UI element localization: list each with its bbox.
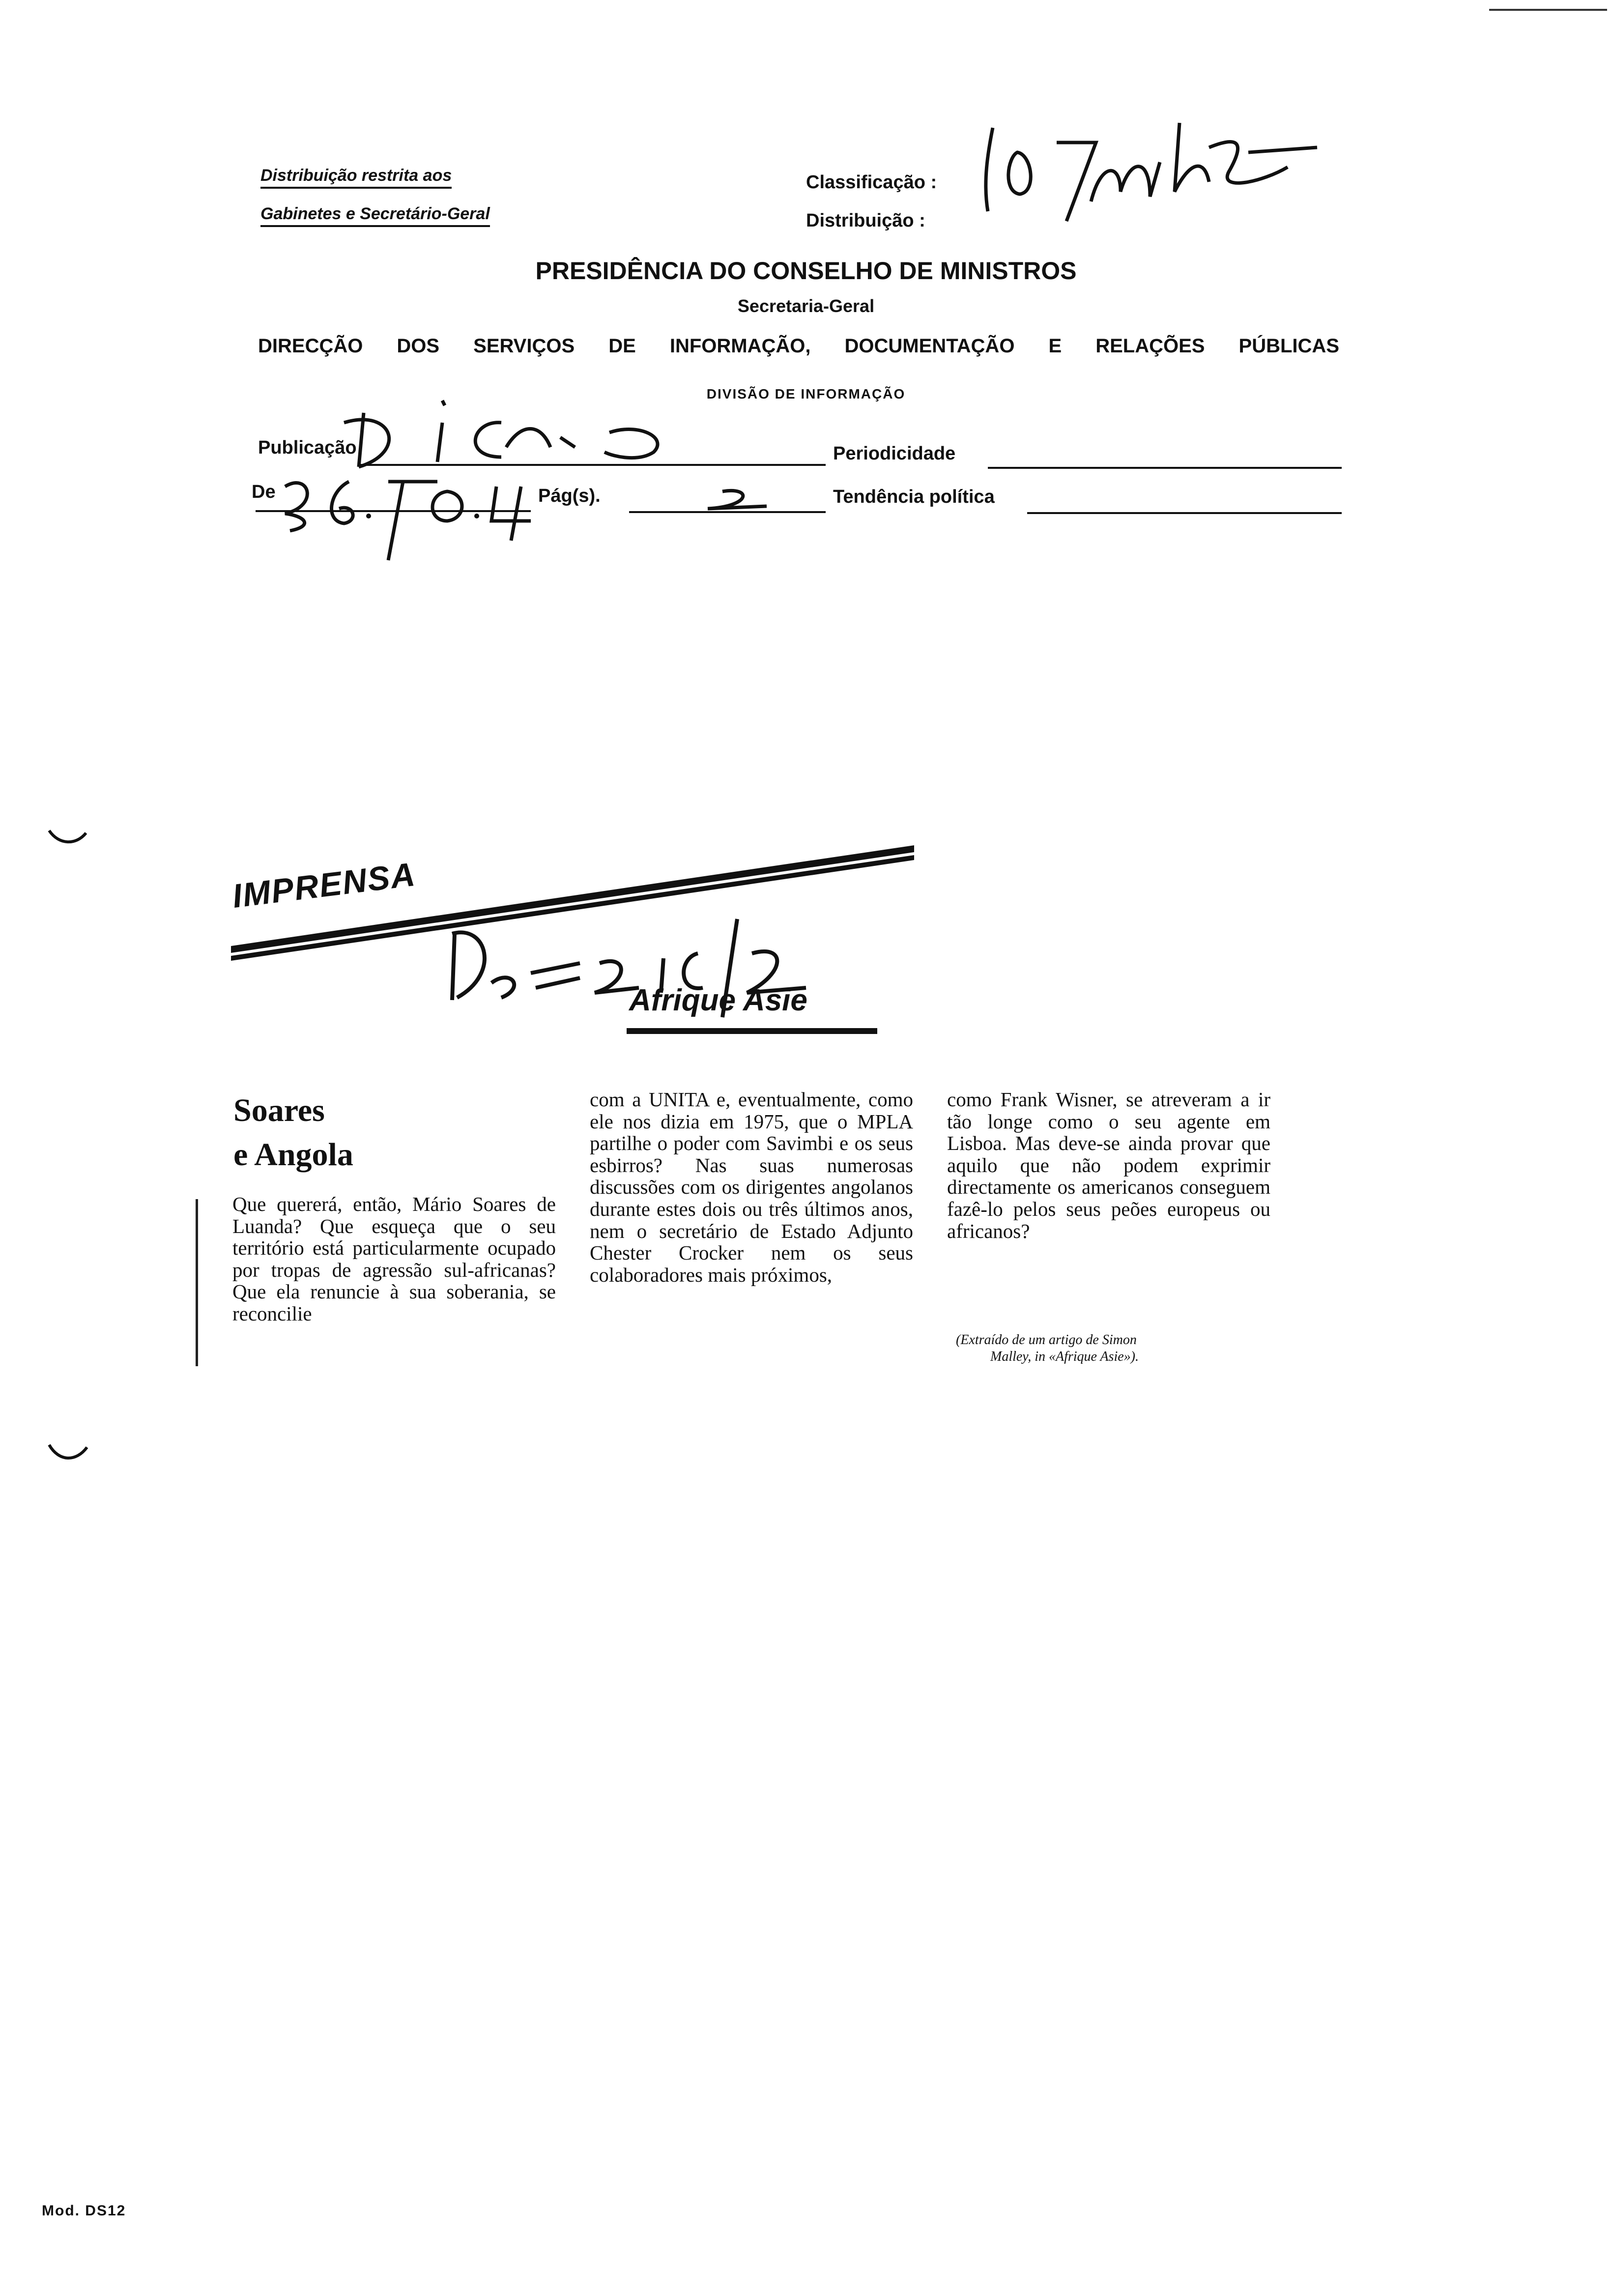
de-label: De — [252, 482, 276, 502]
imprensa-banner: IMPRENSA — [230, 855, 418, 916]
article-credit — [956, 1332, 1261, 1365]
scan-edge-line — [1489, 9, 1607, 11]
tendencia-underline — [1027, 512, 1342, 514]
punch-mark-upper — [47, 826, 91, 855]
article-margin-bar — [196, 1199, 198, 1366]
restricted-distribution-line-1: Distribuição restrita aos — [260, 166, 452, 185]
division-line: DIVISÃO DE INFORMAÇÃO — [706, 386, 906, 402]
classificacao-label: Classificação : — [806, 172, 937, 193]
article-column-3: como Frank Wisner, se atreveram a ir tão longe como o seu agente em Lisboa. Mas deve-se ainda provar que aquilo que não podem exprimir directamente os americanos conseguem fazê-lo pelos seus peões europeus ou africanos? — [947, 1088, 1270, 1242]
handwritten-pags — [698, 487, 777, 516]
page-title: PRESIDÊNCIA DO CONSELHO DE MINISTROS — [535, 257, 1077, 285]
article-headline-line-2: e Angola — [233, 1137, 353, 1173]
handwritten-date — [275, 467, 550, 565]
article-credit-line-1: (Extraído de um artigo de Simon — [956, 1332, 1137, 1348]
tendencia-label: Tendência política — [833, 487, 995, 507]
punch-mark-lower — [47, 1440, 91, 1469]
handwritten-classification — [973, 108, 1327, 231]
page-subtitle: Secretaria-Geral — [737, 296, 875, 316]
pags-label: Pág(s). — [538, 486, 601, 506]
article-credit-line-2: Malley, in «Afrique Asie»). — [990, 1349, 1139, 1364]
article-column-2: com a UNITA e, eventualmente, como ele nos dizia em 1975, que o MPLA partilhe o poder com Savimbi e os seus esbirros? Nas suas numerosas discussões com os dirigentes angolanos durante estes dois ou três últimos anos, nem o secretário de Estado Adjunto Chester Crocker nem os seus colaboradores mais próximos, — [590, 1088, 913, 1286]
distribuicao-label: Distribuição : — [806, 210, 925, 231]
publicacao-label: Publicação — [258, 437, 357, 458]
direction-line: DIRECÇÃO DOS SERVIÇOS DE INFORMAÇÃO, DOCUMENTAÇÃO E RELAÇÕES PÚBLICAS — [258, 335, 1339, 357]
article-headline-line-1: Soares — [233, 1092, 325, 1128]
handwritten-publicacao — [295, 393, 688, 472]
form-code: Mod. DS12 — [42, 2203, 126, 2219]
clipping-source-underline — [627, 1028, 877, 1034]
clipping-source: Afrique Asie — [629, 983, 807, 1017]
periodicidade-underline — [988, 467, 1342, 469]
article-column-1: Que quererá, então, Mário Soares de Luanda? Que esqueça que o seu território está particularmente ocupado por tropas de agressão sul-africanas? Que ela renuncie à sua soberania, se reconcilie — [232, 1193, 556, 1325]
restricted-distribution-line-2: Gabinetes e Secretário-Geral — [260, 204, 490, 224]
periodicidade-label: Periodicidade — [833, 443, 956, 464]
